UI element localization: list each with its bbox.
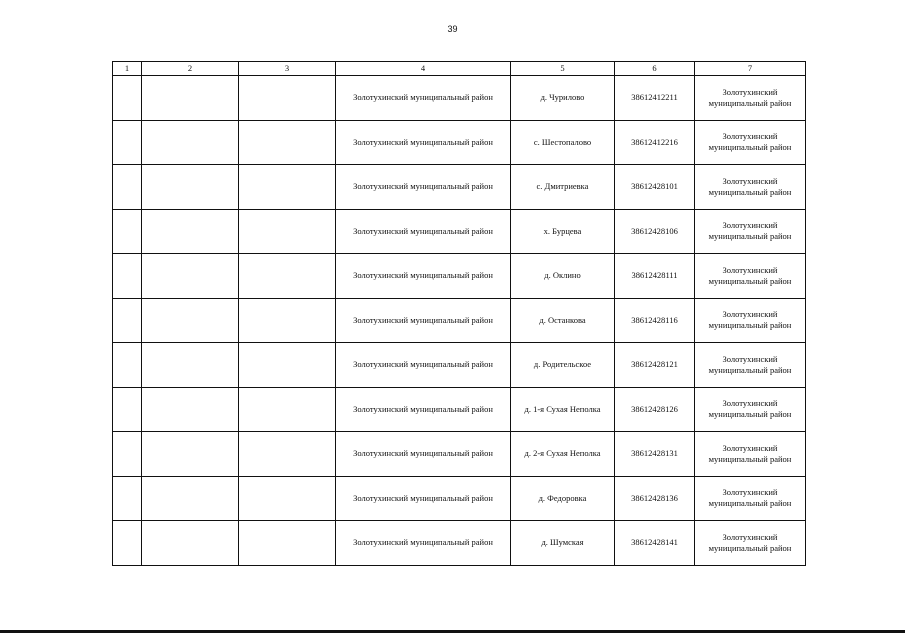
cell-municipality: Золотухинский муниципальный район bbox=[336, 165, 511, 210]
cell-municipality: Золотухинский муниципальный район bbox=[336, 76, 511, 121]
cell-municipality: Золотухинский муниципальный район bbox=[336, 254, 511, 299]
cell-number bbox=[113, 76, 142, 121]
cell-number bbox=[113, 298, 142, 343]
cell-blank bbox=[239, 387, 336, 432]
cell-blank bbox=[142, 76, 239, 121]
cell-blank bbox=[142, 120, 239, 165]
cell-settlement: с. Дмитриевка bbox=[511, 165, 615, 210]
cell-number bbox=[113, 343, 142, 388]
cell-municipal-district: Золотухинский муниципальный район bbox=[695, 254, 806, 299]
cell-blank bbox=[142, 432, 239, 477]
column-number-row bbox=[113, 62, 806, 76]
cell-municipality: Золотухинский муниципальный район bbox=[336, 298, 511, 343]
cell-blank bbox=[239, 254, 336, 299]
column-header: 7 bbox=[695, 62, 806, 76]
table-row bbox=[113, 476, 806, 521]
cell-settlement: д. 2-я Сухая Неполка bbox=[511, 432, 615, 477]
cell-oktmo-code: 38612428116 bbox=[615, 298, 695, 343]
cell-oktmo-code: 38612428111 bbox=[615, 254, 695, 299]
settlements-table bbox=[112, 61, 806, 566]
cell-municipal-district: Золотухинский муниципальный район bbox=[695, 521, 806, 566]
cell-number bbox=[113, 521, 142, 566]
cell-blank bbox=[142, 476, 239, 521]
cell-settlement: д. Родительское bbox=[511, 343, 615, 388]
table-body bbox=[113, 76, 806, 566]
column-header: 3 bbox=[239, 62, 336, 76]
cell-blank bbox=[239, 298, 336, 343]
cell-municipal-district: Золотухинский муниципальный район bbox=[695, 209, 806, 254]
cell-blank bbox=[142, 521, 239, 566]
cell-blank bbox=[142, 387, 239, 432]
table-row bbox=[113, 76, 806, 121]
column-header: 6 bbox=[615, 62, 695, 76]
cell-settlement: д. Чурилово bbox=[511, 76, 615, 121]
cell-blank bbox=[239, 209, 336, 254]
cell-blank bbox=[239, 476, 336, 521]
cell-number bbox=[113, 165, 142, 210]
page-number: 39 bbox=[447, 24, 458, 34]
cell-blank bbox=[142, 254, 239, 299]
cell-oktmo-code: 38612428131 bbox=[615, 432, 695, 477]
cell-blank bbox=[239, 76, 336, 121]
table-row bbox=[113, 432, 806, 477]
cell-oktmo-code: 38612428101 bbox=[615, 165, 695, 210]
cell-settlement: д. Федоровка bbox=[511, 476, 615, 521]
cell-blank bbox=[239, 165, 336, 210]
cell-blank bbox=[142, 165, 239, 210]
cell-blank bbox=[142, 343, 239, 388]
cell-municipality: Золотухинский муниципальный район bbox=[336, 387, 511, 432]
column-header: 1 bbox=[113, 62, 142, 76]
cell-number bbox=[113, 254, 142, 299]
cell-municipality: Золотухинский муниципальный район bbox=[336, 521, 511, 566]
cell-municipal-district: Золотухинский муниципальный район bbox=[695, 298, 806, 343]
cell-municipal-district: Золотухинский муниципальный район bbox=[695, 120, 806, 165]
column-header: 2 bbox=[142, 62, 239, 76]
table-row bbox=[113, 209, 806, 254]
cell-municipal-district: Золотухинский муниципальный район bbox=[695, 387, 806, 432]
cell-municipal-district: Золотухинский муниципальный район bbox=[695, 76, 806, 121]
cell-municipality: Золотухинский муниципальный район bbox=[336, 120, 511, 165]
cell-municipal-district: Золотухинский муниципальный район bbox=[695, 432, 806, 477]
cell-oktmo-code: 38612428121 bbox=[615, 343, 695, 388]
cell-settlement: с. Шестопалово bbox=[511, 120, 615, 165]
cell-oktmo-code: 38612428141 bbox=[615, 521, 695, 566]
cell-settlement: д. Останкова bbox=[511, 298, 615, 343]
column-header: 4 bbox=[336, 62, 511, 76]
cell-municipality: Золотухинский муниципальный район bbox=[336, 343, 511, 388]
table-row bbox=[113, 521, 806, 566]
table-row bbox=[113, 298, 806, 343]
cell-settlement: д. Оклино bbox=[511, 254, 615, 299]
cell-settlement: д. Шумская bbox=[511, 521, 615, 566]
cell-number bbox=[113, 209, 142, 254]
cell-municipal-district: Золотухинский муниципальный район bbox=[695, 165, 806, 210]
cell-blank bbox=[142, 209, 239, 254]
table-row bbox=[113, 387, 806, 432]
cell-blank bbox=[239, 521, 336, 566]
cell-oktmo-code: 38612428106 bbox=[615, 209, 695, 254]
table-row bbox=[113, 254, 806, 299]
cell-blank bbox=[142, 298, 239, 343]
cell-municipality: Золотухинский муниципальный район bbox=[336, 432, 511, 477]
cell-municipality: Золотухинский муниципальный район bbox=[336, 476, 511, 521]
cell-oktmo-code: 38612412211 bbox=[615, 76, 695, 121]
column-header: 5 bbox=[511, 62, 615, 76]
cell-number bbox=[113, 476, 142, 521]
cell-blank bbox=[239, 343, 336, 388]
cell-municipality: Золотухинский муниципальный район bbox=[336, 209, 511, 254]
cell-settlement: д. 1-я Сухая Неполка bbox=[511, 387, 615, 432]
cell-blank bbox=[239, 432, 336, 477]
cell-oktmo-code: 38612428136 bbox=[615, 476, 695, 521]
cell-number bbox=[113, 387, 142, 432]
scan-edge-line bbox=[0, 630, 905, 633]
cell-number bbox=[113, 120, 142, 165]
cell-number bbox=[113, 432, 142, 477]
cell-blank bbox=[239, 120, 336, 165]
table-row bbox=[113, 165, 806, 210]
table-row bbox=[113, 343, 806, 388]
cell-oktmo-code: 38612412216 bbox=[615, 120, 695, 165]
cell-municipal-district: Золотухинский муниципальный район bbox=[695, 476, 806, 521]
cell-oktmo-code: 38612428126 bbox=[615, 387, 695, 432]
table-row bbox=[113, 120, 806, 165]
cell-municipal-district: Золотухинский муниципальный район bbox=[695, 343, 806, 388]
cell-settlement: х. Бурцева bbox=[511, 209, 615, 254]
